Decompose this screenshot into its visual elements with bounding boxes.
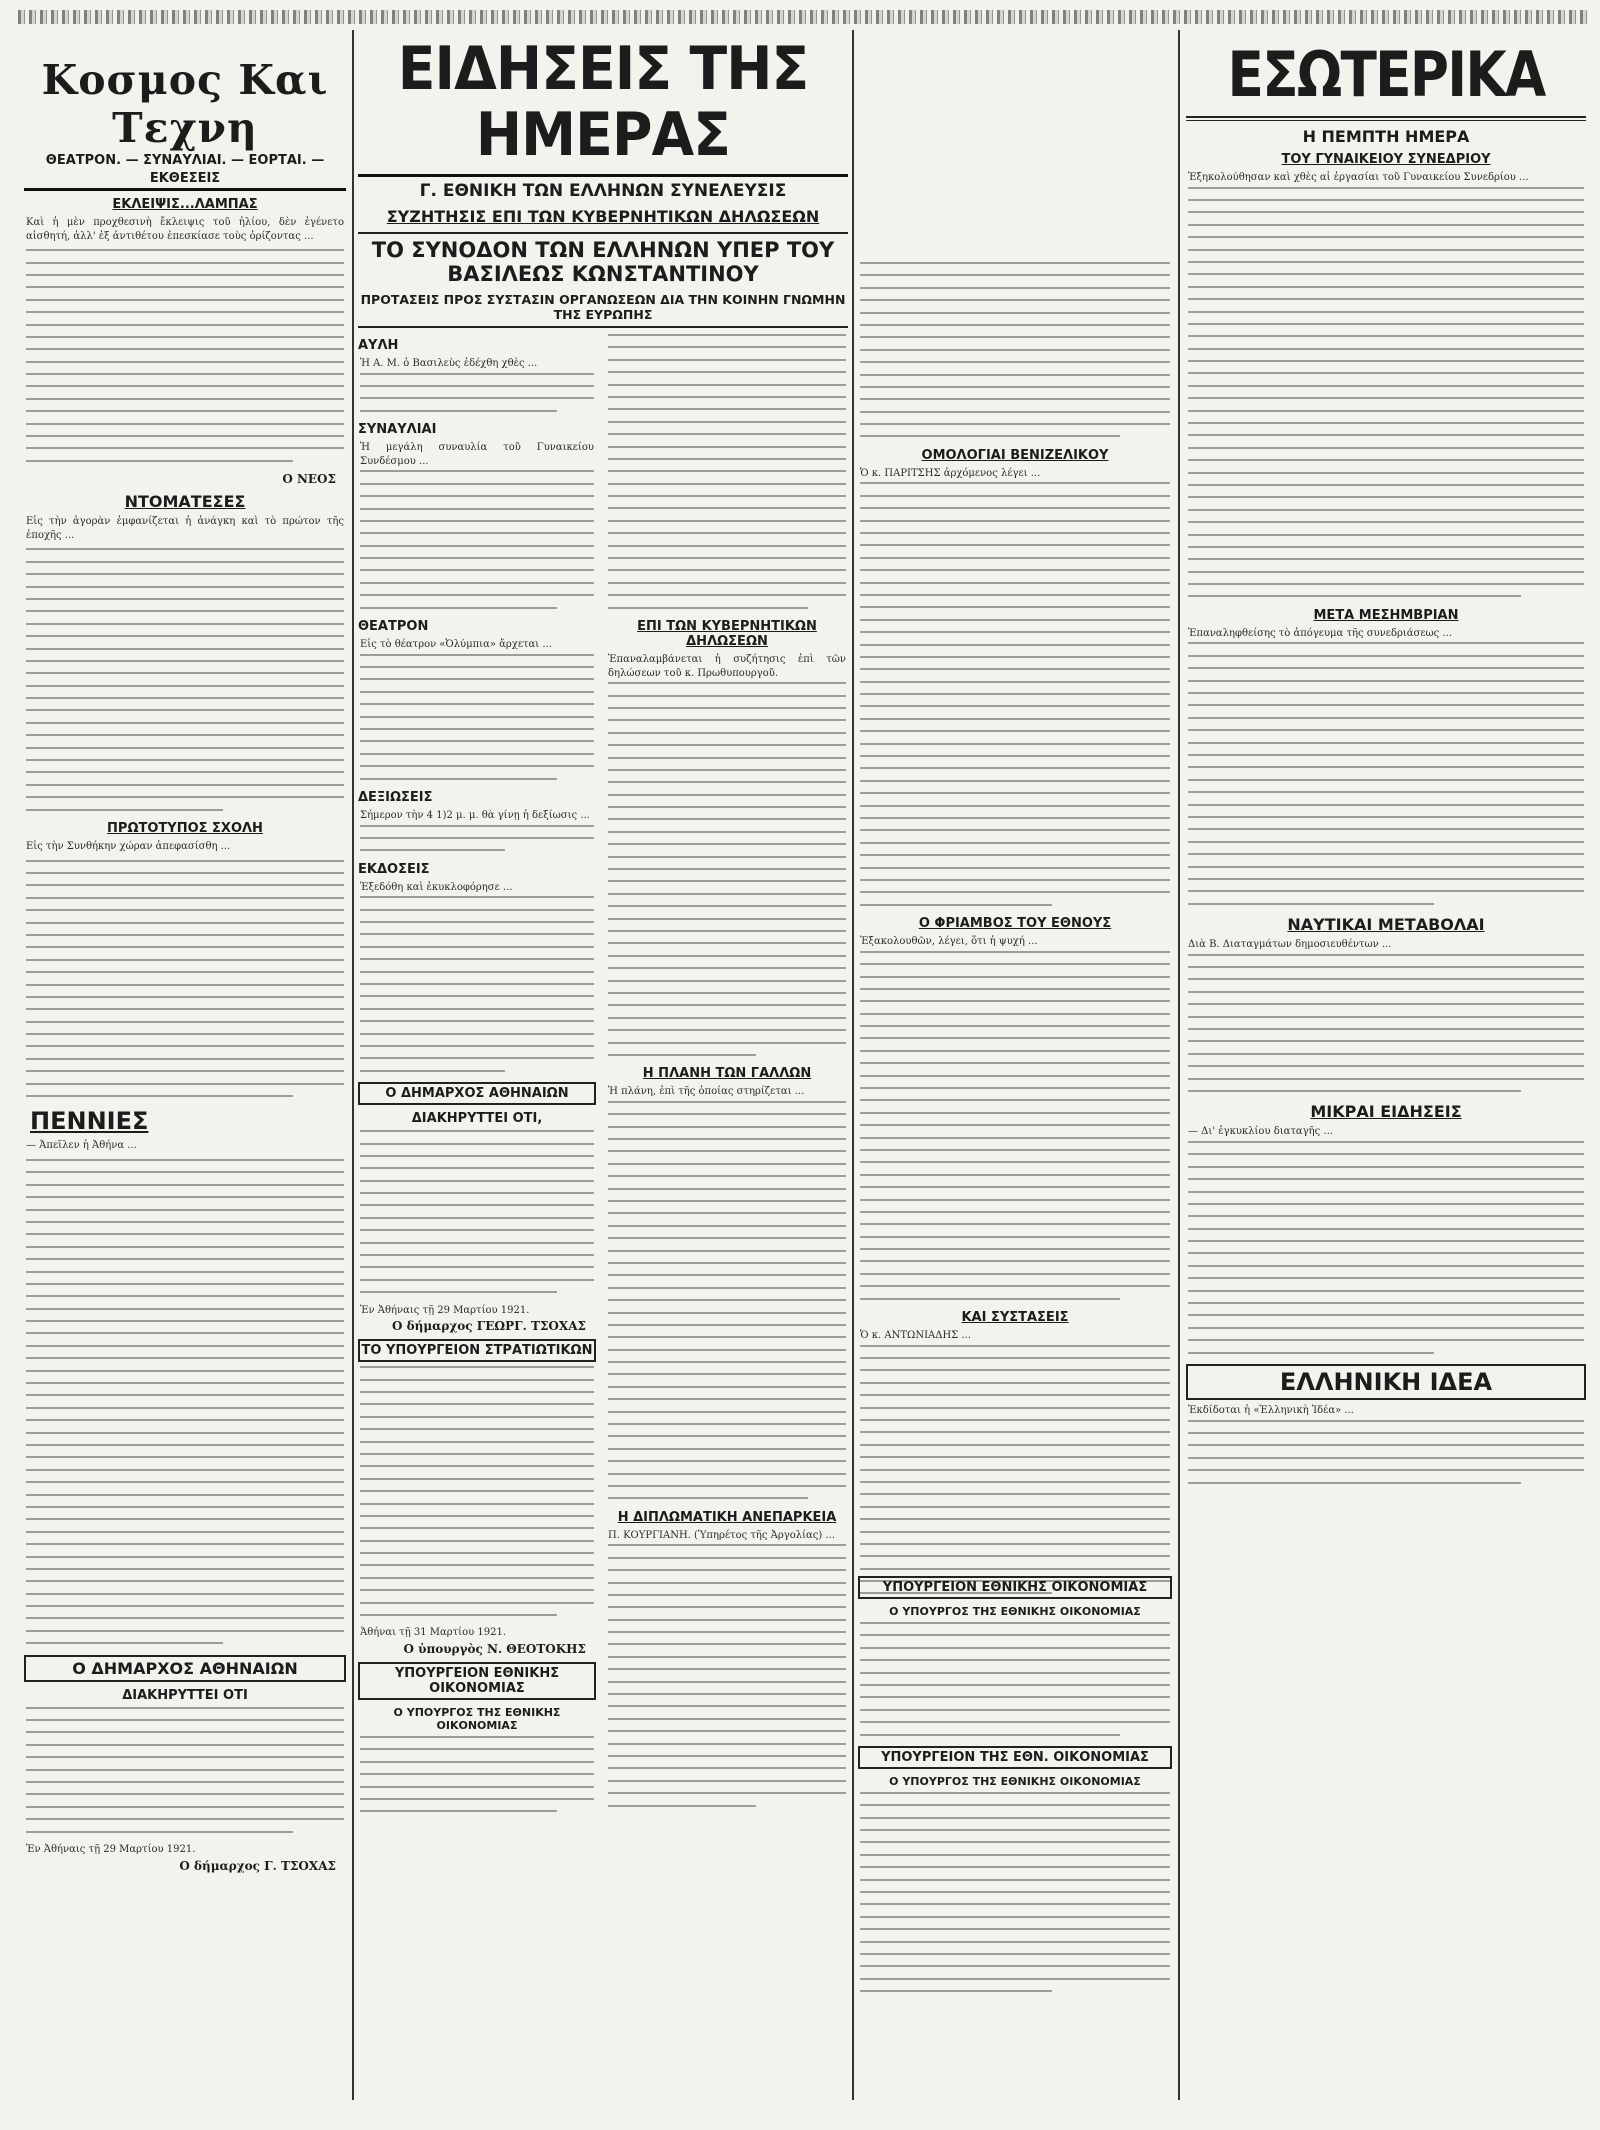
notice-signature: Ο δήμαρχος ΓΕΩΡΓ. ΤΣΟΧΑΣ: [392, 1319, 586, 1334]
column-3: [858, 260, 1172, 1605]
article-heading: ΝΤΟΜΑΤΕΣΕΣ: [124, 492, 246, 512]
column-1: [24, 28, 346, 1879]
article-signature: Ο ΝΕΟΣ: [282, 472, 336, 487]
column-rule: [852, 30, 854, 2100]
column-4: [1186, 28, 1586, 1494]
section-kicker-2: ΣΥΖΗΤΗΣΙΣ ΕΠΙ ΤΩΝ ΚΥΒΕΡΝΗΤΙΚΩΝ ΔΗΛΩΣΕΩΝ: [386, 207, 820, 226]
column-2-right: [606, 332, 848, 1817]
article-heading: ΝΑΥΤΙΚΑΙ ΜΕΤΑΒΟΛΑΙ: [1287, 915, 1485, 935]
lead-headline: ΤΟ ΣΥΝΟΔΟΝ ΤΩΝ ΕΛΛΗΝΩΝ ΥΠΕΡ ΤΟΥ ΒΑΣΙΛΕΩΣ ΚΩΝΣΤΑΝΤΙΝΟΥ: [358, 232, 848, 286]
lead-subheadline: ΠΡΟΤΑΣΕΙΣ ΠΡΟΣ ΣΥΣΤΑΣΙΝ ΟΡΓΑΝΩΣΕΩΝ ΔΙΑ ΤΗΝ ΚΟΙΝΗΝ ΓΝΩΜΗΝ ΤΗΣ ΕΥΡΩΠΗΣ: [358, 292, 848, 328]
notice-subheading: ΔΙΑΚΗΡΥΤΤΕΙ ΟΤΙ: [122, 1687, 248, 1703]
item-text: Ἡ μεγάλη συναυλία τοῦ Γυναικείου Συνδέσμου ...: [360, 442, 594, 467]
item-heading: ΔΕΞΙΩΣΕΙΣ: [358, 789, 433, 805]
item-text: Ἐξεδόθη καὶ ἐκυκλοφόρησε ...: [360, 881, 513, 893]
section-masthead: [24, 56, 346, 191]
notice-heading: ΥΠΟΥΡΓΕΙΟΝ ΤΗΣ ΕΘΝ. ΟΙΚΟΝΟΜΙΑΣ: [858, 1746, 1172, 1769]
item-heading: ΣΥΝΑΥΛΙΑΙ: [358, 422, 437, 438]
article-body-lines: [26, 249, 344, 462]
section-masthead: ΕΣΩΤΕΡΙΚΑ: [1227, 38, 1545, 111]
column-3-notices: [858, 1570, 1172, 2003]
notice-body-lines: [26, 1707, 344, 1833]
article-heading: Η ΠΕΜΠΤΗ ΗΜΕΡΑ: [1302, 127, 1470, 146]
article-heading: Η ΠΛΑΝΗ ΤΩΝ ΓΑΛΛΩΝ: [642, 1066, 812, 1082]
masthead-rule: [1186, 116, 1586, 121]
article-body-lines: [26, 860, 344, 1097]
section-subtitle: ΘΕΑΤΡΟΝ. — ΣΥΝΑΥΛΙΑΙ. — ΕΟΡΤΑΙ. — ΕΚΘΕΣΕΙΣ: [45, 153, 325, 186]
article-heading: Ο ΦΡΙΑΜΒΟΣ ΤΟΥ ΕΘΝΟΥΣ: [918, 916, 1112, 932]
article-lead-text: Ἐξακολουθῶν, λέγει, ὅτι ἡ ψυχή ...: [860, 936, 1038, 948]
article-heading: Η ΔΙΠΛΩΜΑΤΙΚΗ ΑΝΕΠΑΡΚΕΙΑ: [617, 1509, 837, 1525]
article-lead-text: Ἐπαναλαμβάνεται ἡ συζήτησις ἐπὶ τῶν δηλώσεων τοῦ κ. Πρωθυπουργοῦ.: [608, 653, 846, 679]
article-heading: ΚΑΙ ΣΥΣΤΑΣΕΙΣ: [961, 1310, 1069, 1326]
article-heading: ΠΡΩΤΟΤΥΠΟΣ ΣΧΟΛΗ: [107, 821, 263, 836]
notice-date: Ἐν Ἀθήναις τῇ 29 Μαρτίου 1921.: [360, 1304, 530, 1316]
article-lead-text: Ἡ πλάνη, ἐπὶ τῆς ὁποίας στηρίζεται ...: [608, 1086, 805, 1098]
notice-signature: Ο ὑπουργὸς Ν. ΘΕΟΤΟΚΗΣ: [403, 1642, 586, 1656]
notice-date: Ἐν Ἀθήναις τῇ 29 Μαρτίου 1921.: [26, 1843, 196, 1855]
article-heading: ΜΕΤΑ ΜΕΣΗΜΒΡΙΑΝ: [1313, 607, 1459, 623]
article-lead-text: Ὁ κ. ΠΑΡΙΤΣΗΣ ἀρχόμενος λέγει ...: [860, 467, 1041, 479]
article-lead-text: Εἰς τὴν ἀγορὰν ἐμφανίζεται ἡ ἀνάγκη καὶ τὸ πρώτον τῆς ἐποχῆς ...: [26, 516, 344, 541]
page-masthead: ΕΙΔΗΣΕΙΣ ΤΗΣ ΗΜΕΡΑΣ: [397, 34, 809, 170]
notice-heading: Ο ΔΗΜΑΡΧΟΣ ΑΘΗΝΑΙΩΝ: [358, 1082, 596, 1105]
notice-subheading: ΔΙΑΚΗΡΥΤΤΕΙ ΟΤΙ,: [411, 1111, 543, 1127]
notice-signature: Ο δήμαρχος Γ. ΤΣΟΧΑΣ: [179, 1858, 336, 1873]
item-heading: ΕΚΔΟΣΕΙΣ: [358, 861, 430, 877]
article-heading: ΕΠΙ ΤΩΝ ΚΥΒΕΡΝΗΤΙΚΩΝ ΔΗΛΩΣΕΩΝ: [637, 618, 817, 649]
notice-subheading: Ο ΥΠΟΥΡΓΟΣ ΤΗΣ ΕΘΝΙΚΗΣ ΟΙΚΟΝΟΜΙΑΣ: [393, 1706, 561, 1732]
article-heading: ΠΕΝΝΙΕΣ: [30, 1107, 149, 1136]
article-lead-text: Ἐπαναληφθείσης τὸ ἀπόγευμα τῆς συνεδριάσεως ...: [1188, 627, 1452, 639]
column-2-left: [358, 332, 596, 1823]
notice-heading: ΤΟ ΥΠΟΥΡΓΕΙΟΝ ΣΤΡΑΤΙΩΤΙΚΩΝ: [358, 1339, 596, 1362]
item-heading: ΘΕΑΤΡΟΝ: [358, 619, 429, 635]
article-heading: ΜΙΚΡΑΙ ΕΙΔΗΣΕΙΣ: [1310, 1102, 1462, 1122]
notice-heading: ΥΠΟΥΡΓΕΙΟΝ ΕΘΝΙΚΗΣ ΟΙΚΟΝΟΜΙΑΣ: [358, 1662, 596, 1700]
article-lead-text: Π. ΚΟΥΡΓΙΑΝΗ. (Ὑπηρέτος τῆς Ἀργολίας) ...: [608, 1529, 836, 1541]
article-body-lines: [26, 548, 344, 810]
notice-date: Ἀθήναι τῇ 31 Μαρτίου 1921.: [360, 1627, 507, 1639]
column-rule: [1178, 30, 1180, 2100]
item-text: Σήμερον τὴν 4 1)2 μ. μ. θὰ γίνῃ ἡ δεξίωσις ...: [360, 809, 590, 821]
article-heading: ΕΛΛΗΝΙΚΗ ΙΔΕΑ: [1186, 1364, 1586, 1400]
column-2: [358, 28, 848, 1732]
item-heading: ΑΥΛΗ: [358, 338, 399, 353]
article-lead-text: Ἐξηκολούθησαν καὶ χθὲς αἱ ἐργασίαι τοῦ Γυναικείου Συνεδρίου ...: [1188, 172, 1529, 183]
item-text: Εἰς τὸ θέατρον «Ὀλύμπια» ἄρχεται ...: [360, 639, 552, 651]
article-lead-text: — Ἀπεῖλεν ἡ Ἀθήνα ...: [26, 1140, 137, 1152]
article-heading: ΟΜΟΛΟΓΙΑΙ ΒΕΝΙΖΕΛΙΚΟΥ: [921, 447, 1109, 463]
article-lead-text: Ὁ κ. ΑΝΤΩΝΙΑΔΗΣ ...: [860, 1330, 971, 1342]
notice-subheading: Ο ΥΠΟΥΡΓΟΣ ΤΗΣ ΕΘΝΙΚΗΣ ΟΙΚΟΝΟΜΙΑΣ: [889, 1774, 1141, 1788]
notice-subheading: Ο ΥΠΟΥΡΓΟΣ ΤΗΣ ΕΘΝΙΚΗΣ ΟΙΚΟΝΟΜΙΑΣ: [889, 1605, 1141, 1618]
article-heading: ΕΚΛΕΙΨΙΣ...ΛΑΜΠΑΣ: [112, 197, 258, 212]
item-text: Ἡ Α. Μ. ὁ Βασιλεὺς ἐδέχθη χθὲς ...: [360, 358, 538, 369]
scan-edge-noise: [18, 10, 1588, 24]
article-lead-text: Καὶ ἡ μὲν προχθεσινὴ ἔκλειψις τοῦ ἡλίου, δὲν ἐγένετο αἰσθητή, ἀλλ' ἐξ ἀντιθέτου ἐπεσκίασε τοὺς ὁρίζοντας ...: [26, 217, 344, 242]
notice-heading: ΥΠΟΥΡΓΕΙΟΝ ΕΘΝΙΚΗΣ ΟΙΚΟΝΟΜΙΑΣ: [858, 1576, 1172, 1599]
column-rule: [352, 30, 354, 2100]
article-lead-text: Εἰς τὴν Συνθήκην χώραν ἀπεφασίσθη ...: [26, 841, 231, 852]
article-body-lines: [26, 1159, 344, 1644]
notice-heading: Ο ΔΗΜΑΡΧΟΣ ΑΘΗΝΑΙΩΝ: [24, 1655, 346, 1682]
article-lead-text: Ἐκδίδοται ἡ «Ἑλληνικὴ Ἰδέα» ...: [1188, 1404, 1354, 1416]
newspaper-page: [18, 10, 1588, 2120]
article-lead-text: — Δι' ἐγκυκλίου διαταγῆς ...: [1188, 1126, 1333, 1138]
section-kicker: Γ. ΕΘΝΙΚΗ ΤΩΝ ΕΛΛΗΝΩΝ ΣΥΝΕΛΕΥΣΙΣ: [358, 174, 848, 201]
article-lead-text: Διὰ Β. Διαταγμάτων δημοσιευθέντων ...: [1188, 939, 1392, 951]
section-title: Κοσμος Και Τεχνη: [41, 56, 329, 152]
article-subheading: ΤΟΥ ΓΥΝΑΙΚΕΙΟΥ ΣΥΝΕΔΡΙΟΥ: [1281, 152, 1491, 167]
